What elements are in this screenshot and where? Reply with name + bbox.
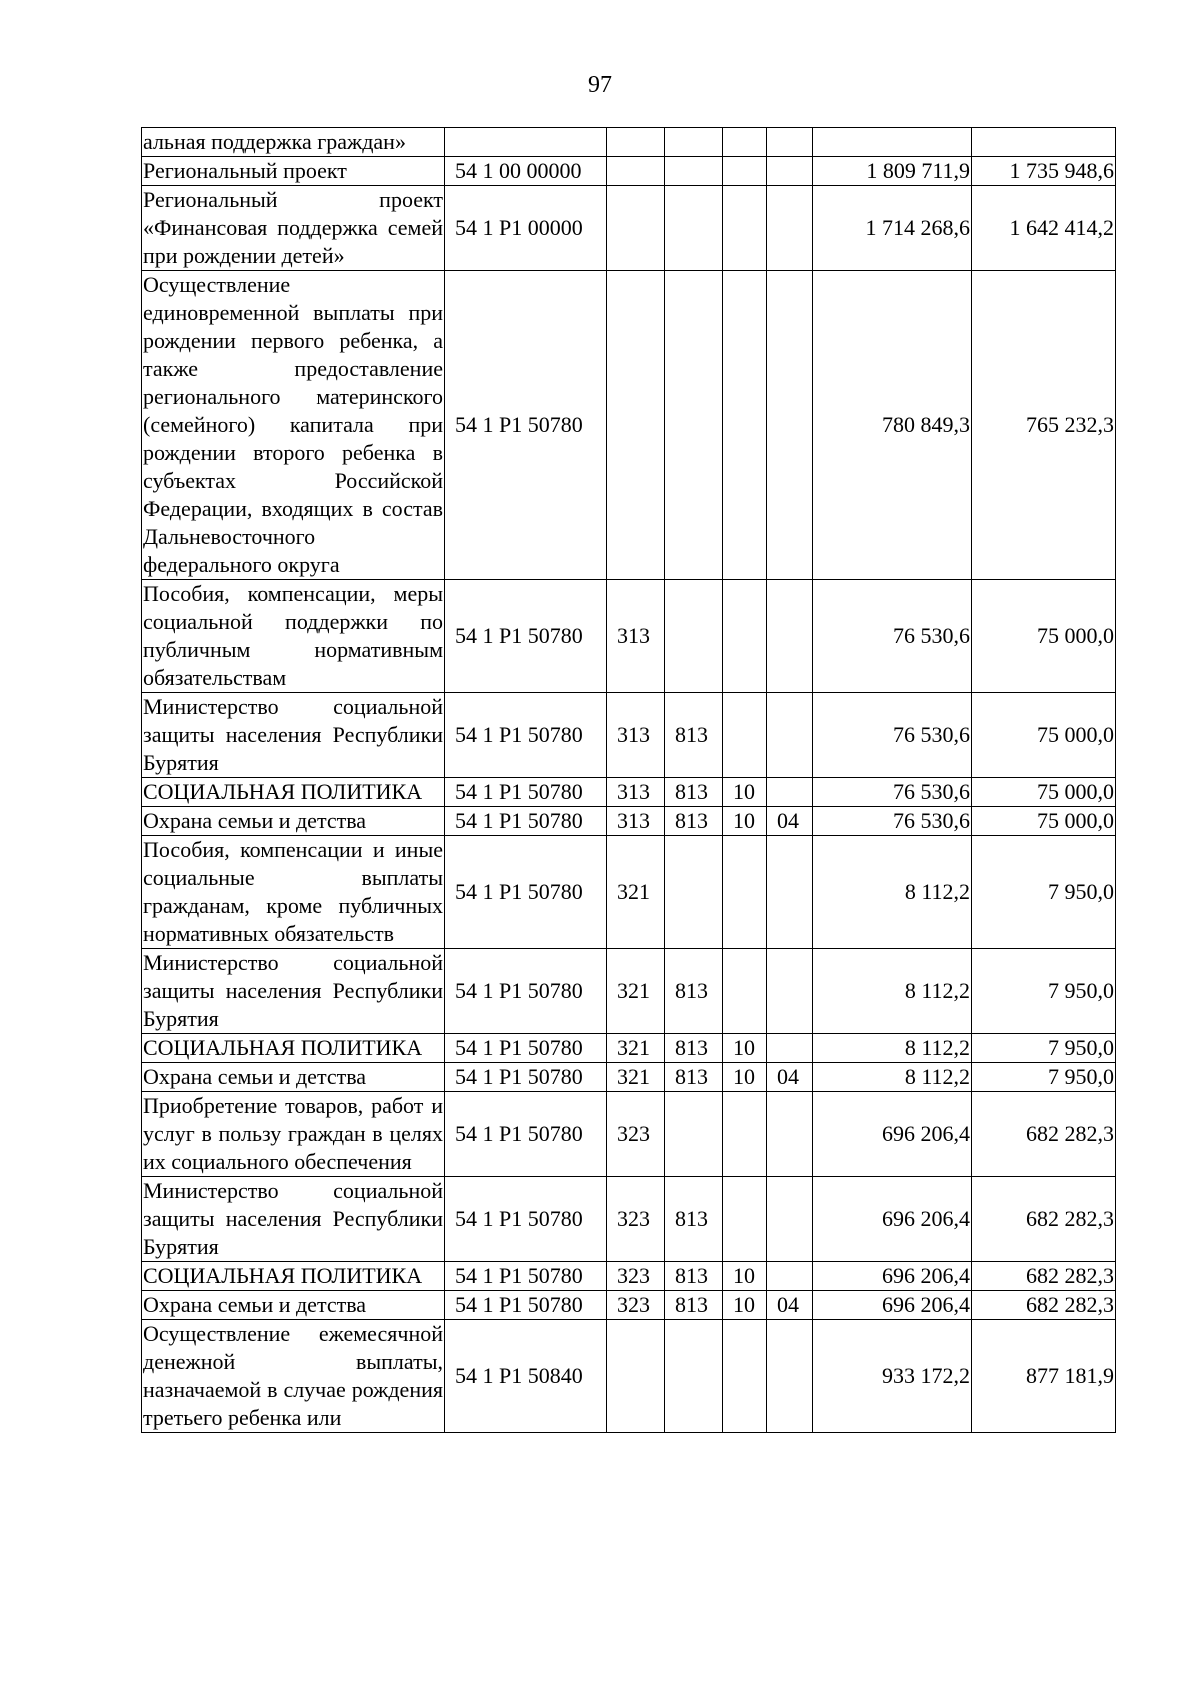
table-row [142, 949, 1116, 1034]
cell-amount-1: 696 206,4 [813, 1262, 972, 1291]
cell-section: 10 [723, 1034, 767, 1063]
cell-section: 10 [723, 1291, 767, 1320]
table-row [142, 836, 1116, 949]
cell-section: 10 [723, 807, 767, 836]
cell-grbs [665, 157, 723, 186]
cell-grbs [665, 1320, 723, 1433]
table-row [142, 1262, 1116, 1291]
cell-section: 10 [723, 1063, 767, 1092]
cell-subsection [767, 1092, 813, 1177]
cell-expense-type: 321 [607, 1034, 665, 1063]
cell-amount-1: 696 206,4 [813, 1177, 972, 1262]
cell-amount-1: 76 530,6 [813, 580, 972, 693]
cell-section [723, 128, 767, 157]
cell-target-code: 54 1 P1 50780 [445, 271, 607, 580]
cell-grbs: 813 [665, 1177, 723, 1262]
cell-amount-2: 7 950,0 [972, 1063, 1116, 1092]
cell-name: Пособия, компенсации и иные социальные выплаты гражданам, кроме публичных нормативных обязательств [142, 836, 445, 949]
cell-target-code: 54 1 P1 50780 [445, 807, 607, 836]
cell-amount-2: 75 000,0 [972, 778, 1116, 807]
cell-grbs: 813 [665, 807, 723, 836]
cell-expense-type: 313 [607, 778, 665, 807]
cell-grbs [665, 271, 723, 580]
cell-section: 10 [723, 778, 767, 807]
table-row [142, 1320, 1116, 1433]
cell-amount-2: 682 282,3 [972, 1291, 1116, 1320]
table-row [142, 186, 1116, 271]
cell-expense-type: 313 [607, 693, 665, 778]
cell-subsection [767, 157, 813, 186]
cell-expense-type [607, 271, 665, 580]
cell-grbs [665, 186, 723, 271]
cell-expense-type: 313 [607, 580, 665, 693]
cell-name: СОЦИАЛЬНАЯ ПОЛИТИКА [142, 778, 445, 807]
cell-amount-1: 933 172,2 [813, 1320, 972, 1433]
cell-name: Пособия, компенсации, меры социальной поддержки по публичным нормативным обязательствам [142, 580, 445, 693]
cell-target-code: 54 1 P1 50780 [445, 1177, 607, 1262]
cell-amount-2: 7 950,0 [972, 1034, 1116, 1063]
cell-amount-2: 682 282,3 [972, 1092, 1116, 1177]
cell-subsection: 04 [767, 1291, 813, 1320]
cell-target-code: 54 1 P1 50780 [445, 949, 607, 1034]
cell-target-code: 54 1 P1 50840 [445, 1320, 607, 1433]
cell-target-code: 54 1 P1 50780 [445, 580, 607, 693]
table-row [142, 128, 1116, 157]
cell-subsection [767, 836, 813, 949]
cell-expense-type: 323 [607, 1291, 665, 1320]
cell-expense-type [607, 157, 665, 186]
cell-target-code: 54 1 P1 50780 [445, 693, 607, 778]
cell-subsection [767, 1177, 813, 1262]
cell-name: СОЦИАЛЬНАЯ ПОЛИТИКА [142, 1262, 445, 1291]
cell-subsection [767, 778, 813, 807]
cell-section [723, 1320, 767, 1433]
table-row [142, 271, 1116, 580]
cell-grbs [665, 836, 723, 949]
cell-target-code [445, 128, 607, 157]
cell-section [723, 580, 767, 693]
cell-name: альная поддержка граждан» [142, 128, 445, 157]
cell-amount-2: 75 000,0 [972, 580, 1116, 693]
cell-name: СОЦИАЛЬНАЯ ПОЛИТИКА [142, 1034, 445, 1063]
cell-section: 10 [723, 1262, 767, 1291]
cell-target-code: 54 1 P1 50780 [445, 1034, 607, 1063]
cell-subsection [767, 1034, 813, 1063]
table-row [142, 1063, 1116, 1092]
table-row [142, 1092, 1116, 1177]
budget-table [141, 127, 1116, 1433]
cell-amount-2: 75 000,0 [972, 693, 1116, 778]
cell-section [723, 157, 767, 186]
cell-expense-type [607, 186, 665, 271]
cell-expense-type: 321 [607, 949, 665, 1034]
table-row [142, 778, 1116, 807]
cell-name: Охрана семьи и детства [142, 1063, 445, 1092]
cell-subsection [767, 128, 813, 157]
cell-subsection: 04 [767, 807, 813, 836]
cell-amount-1: 76 530,6 [813, 778, 972, 807]
cell-amount-1: 8 112,2 [813, 1063, 972, 1092]
cell-amount-1: 8 112,2 [813, 836, 972, 949]
cell-subsection [767, 1262, 813, 1291]
cell-name: Министерство социальной защиты населения Республики Бурятия [142, 949, 445, 1034]
cell-expense-type [607, 128, 665, 157]
cell-target-code: 54 1 P1 50780 [445, 836, 607, 949]
cell-expense-type: 323 [607, 1262, 665, 1291]
table-row [142, 807, 1116, 836]
cell-grbs: 813 [665, 949, 723, 1034]
cell-target-code: 54 1 P1 50780 [445, 1063, 607, 1092]
cell-expense-type [607, 1320, 665, 1433]
cell-name: Осуществление ежемесячной денежной выплаты, назначаемой в случае рождения третьего ребенка или [142, 1320, 445, 1433]
cell-name: Министерство социальной защиты населения Республики Бурятия [142, 1177, 445, 1262]
cell-amount-2: 877 181,9 [972, 1320, 1116, 1433]
cell-grbs: 813 [665, 693, 723, 778]
cell-subsection: 04 [767, 1063, 813, 1092]
table-row [142, 1291, 1116, 1320]
table-body [142, 128, 1116, 1433]
cell-expense-type: 323 [607, 1177, 665, 1262]
cell-grbs: 813 [665, 1262, 723, 1291]
cell-section [723, 836, 767, 949]
cell-section [723, 949, 767, 1034]
cell-amount-2 [972, 128, 1116, 157]
cell-target-code: 54 1 P1 00000 [445, 186, 607, 271]
cell-amount-1: 780 849,3 [813, 271, 972, 580]
cell-amount-1: 76 530,6 [813, 693, 972, 778]
cell-section [723, 1177, 767, 1262]
cell-name: Региональный проект [142, 157, 445, 186]
cell-subsection [767, 693, 813, 778]
cell-amount-2: 1 735 948,6 [972, 157, 1116, 186]
cell-amount-1: 696 206,4 [813, 1092, 972, 1177]
cell-grbs: 813 [665, 1063, 723, 1092]
cell-grbs: 813 [665, 778, 723, 807]
cell-grbs [665, 128, 723, 157]
cell-section [723, 1092, 767, 1177]
cell-amount-2: 7 950,0 [972, 836, 1116, 949]
cell-amount-2: 682 282,3 [972, 1262, 1116, 1291]
cell-amount-2: 7 950,0 [972, 949, 1116, 1034]
cell-target-code: 54 1 P1 50780 [445, 1092, 607, 1177]
cell-amount-1: 8 112,2 [813, 949, 972, 1034]
cell-grbs [665, 580, 723, 693]
cell-amount-1 [813, 128, 972, 157]
table-row [142, 693, 1116, 778]
cell-target-code: 54 1 00 00000 [445, 157, 607, 186]
cell-amount-2: 1 642 414,2 [972, 186, 1116, 271]
cell-grbs: 813 [665, 1291, 723, 1320]
cell-expense-type: 321 [607, 1063, 665, 1092]
cell-target-code: 54 1 P1 50780 [445, 1291, 607, 1320]
cell-section [723, 693, 767, 778]
cell-name: Министерство социальной защиты населения Республики Бурятия [142, 693, 445, 778]
cell-amount-1: 76 530,6 [813, 807, 972, 836]
table-row [142, 580, 1116, 693]
cell-section [723, 271, 767, 580]
cell-grbs: 813 [665, 1034, 723, 1063]
cell-name: Охрана семьи и детства [142, 1291, 445, 1320]
cell-subsection [767, 1320, 813, 1433]
cell-target-code: 54 1 P1 50780 [445, 778, 607, 807]
page-number: 97 [588, 72, 612, 98]
cell-name: Региональный проект «Финансовая поддержка семей при рождении детей» [142, 186, 445, 271]
cell-subsection [767, 580, 813, 693]
cell-name: Приобретение товаров, работ и услуг в пользу граждан в целях их социального обеспечения [142, 1092, 445, 1177]
table-row [142, 157, 1116, 186]
table-row [142, 1177, 1116, 1262]
cell-amount-2: 765 232,3 [972, 271, 1116, 580]
cell-amount-1: 1 809 711,9 [813, 157, 972, 186]
cell-subsection [767, 271, 813, 580]
cell-subsection [767, 186, 813, 271]
table-row [142, 1034, 1116, 1063]
cell-name: Охрана семьи и детства [142, 807, 445, 836]
cell-expense-type: 321 [607, 836, 665, 949]
cell-target-code: 54 1 P1 50780 [445, 1262, 607, 1291]
cell-amount-1: 696 206,4 [813, 1291, 972, 1320]
cell-name: Осуществление единовременной выплаты при рождении первого ребенка, а также предоставление регионального материнского (семейного) капитала при рождении второго ребенка в субъектах Российской Федерации, входящих в состав Дальневосточного федерального округа [142, 271, 445, 580]
cell-amount-1: 8 112,2 [813, 1034, 972, 1063]
cell-expense-type: 313 [607, 807, 665, 836]
cell-section [723, 186, 767, 271]
cell-amount-2: 75 000,0 [972, 807, 1116, 836]
cell-amount-2: 682 282,3 [972, 1177, 1116, 1262]
cell-amount-1: 1 714 268,6 [813, 186, 972, 271]
cell-grbs [665, 1092, 723, 1177]
cell-expense-type: 323 [607, 1092, 665, 1177]
cell-subsection [767, 949, 813, 1034]
